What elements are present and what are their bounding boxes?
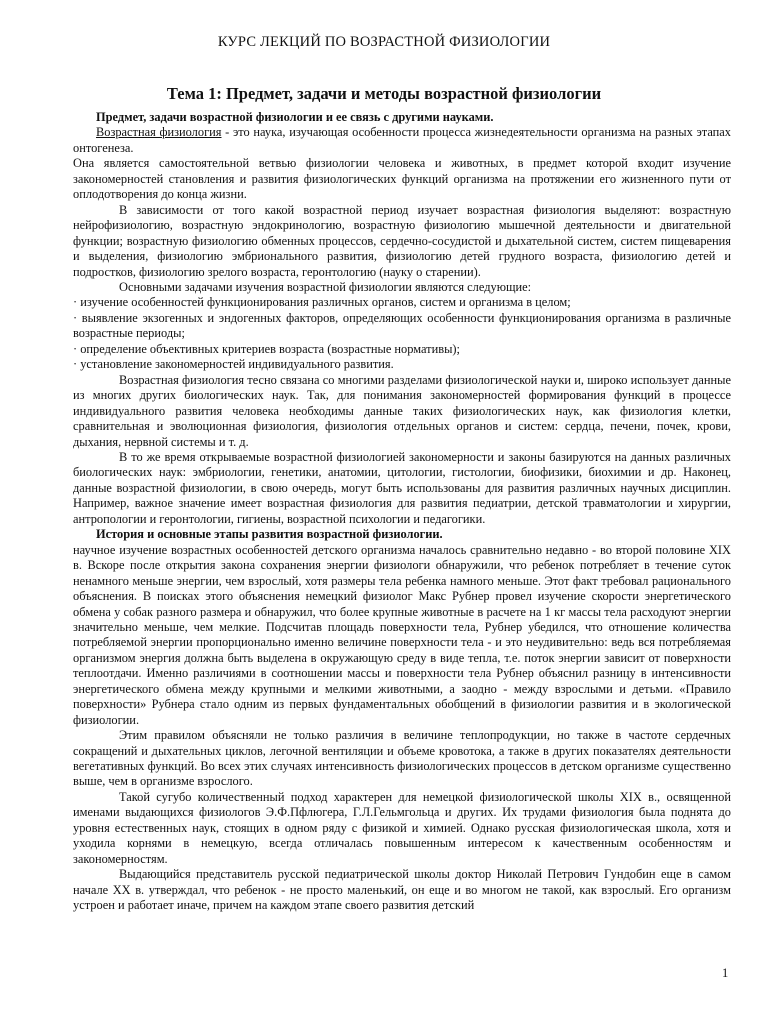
task-list-item: · выявление экзогенных и эндогенных факторов, определяющих особенности функционирования организма в различные возрастные периоды; xyxy=(73,310,731,341)
section-heading-subject: Предмет, задачи возрастной физиологии и ее связь с другими науками. xyxy=(96,110,494,124)
paragraph: Возрастная физиология тесно связана со многими разделами физиологической науки и, широко использует данные из многих других биологических наук. Так, для понимания закономерностей формирования функций в процессе индивидуального развития человека необходимы данные таких физиологических наук, как физиология клетки, сравнительная и эволюционная физиология, физиология отдельных органов и систем: сердца, печени, почек, крови, дыхания, нервной системы и т. д. xyxy=(73,372,731,449)
task-list-item: · установление закономерностей индивидуального развития. xyxy=(73,357,394,372)
paragraph: Она является самостоятельной ветвью физиологии человека и животных, в предмет которой входит изучение закономерностей становления и развития физиологических функций организма на протяжении его жизненного пути от оплодотворения до конца жизни. xyxy=(73,156,731,202)
task-list-item: · изучение особенностей функционирования различных органов, систем и организма в целом; xyxy=(73,295,571,310)
document-body xyxy=(73,110,731,914)
paragraph: Выдающийся представитель русской педиатрической школы доктор Николай Петрович Гундобин еще в самом начале XX в. утверждал, что ребенок - не просто маленький, он еще и во многом не такой, как взрослый. Его организм устроен и работает иначе, причем на каждом этапе своего развития детский xyxy=(73,867,731,913)
tasks-intro: Основными задачами изучения возрастной физиологии являются следующие: xyxy=(119,279,532,294)
course-title: КУРС ЛЕКЦИЙ ПО ВОЗРАСТНОЙ ФИЗИОЛОГИИ xyxy=(217,34,551,50)
paragraph: Этим правилом объясняли не только различия в величине теплопродукции, но также в частоте сердечных сокращений и дыхательных циклов, легочной вентиляции и объеме кровотока, а также в других показателях деятельности вегетативных функций. Во всех этих случаях интенсивность физиологических процессов в детском организме существенно выше, чем в организме взрослого. xyxy=(73,728,731,789)
paragraph: В то же время открываемые возрастной физиологией закономерности и законы базируются на данных различных биологических наук: эмбриологии, генетики, анатомии, цитологии, гистологии, биофизики, биохимии и др. Наконец, данные возрастной физиологии, в свою очередь, могут быть использованы для развития различных научных дисциплин. Например, важное значение имеет возрастная физиология для развития педиатрии, детской травматологии и хирургии, антропологии и геронтологии, гигиены, возрастной психологии и педагогики. xyxy=(73,449,731,526)
topic-title: Тема 1: Предмет, задачи и методы возрастной физиологии xyxy=(166,84,602,103)
paragraph: Такой сугубо количественный подход характерен для немецкой физиологической школы XIX в., освященной именами выдающихся физиологов Э.Ф.Пфлюгера, Г.Л.Гельмгольца и других. Их трудами физиология была поднята до уровня естественных наук, стоящих в одном ряду с физикой и химией. Однако русская физиологическая школа, хотя и уходила корнями в немецкую, всегда отличалась повышенным интересом к качественным особенностям и закономерностям. xyxy=(73,789,731,866)
task-list-item: · определение объективных критериев возраста (возрастные нормативы); xyxy=(73,341,460,356)
section-heading-history: История и основные этапы развития возрастной физиологии. xyxy=(96,527,443,542)
page-number: 1 xyxy=(722,966,729,980)
definition-term: Возрастная физиология xyxy=(96,125,222,140)
definition-paragraph xyxy=(73,125,731,156)
paragraph: В зависимости от того какой возрастной период изучает возрастная физиология выделяют: возрастную нейрофизиологию, возрастную эндокринологию, возрастную физиологию мышечной деятельности и двигательной функции; возрастную физиологию обменных процессов, сердечно-сосудистой и дыхательной систем, систем пищеварения и выделения, физиологию эмбрионального развития, физиологию детей грудного возраста, физиологию детей и подростков, физиологию зрелого возраста, геронтологию (науку о старении). xyxy=(73,202,731,279)
paragraph: научное изучение возрастных особенностей детского организма началось сравнительно недавно - во второй половине XIX в. Вскоре после открытия закона сохранения энергии физиологи обнаружили, что ребенок потребляет в течение суток ненамного меньше энергии, чем взрослый, хотя размеры тела ребенка намного меньше. Этот факт требовал рационального объяснения. В поисках этого объяснения немецкий физиолог Макс Рубнер провел изучение скорости энергетического обмена у собак разного размера и обнаружил, что более крупные животные в расчете на 1 кг массы тела расходуют энергии значительно меньше, чем мелкие. Подсчитав площадь поверхности тела, Рубнер убедился, что отношение количества потребляемой энергии пропорционально именно величине поверхности тела - и это неудивительно: ведь вся потребляемая организмом энергия должна быть выделена в окружающую среду в виде тепла, т.е. поток энергии зависит от поверхности теплоотдачи. Именно различиями в соотношении массы и поверхности тела Рубнер объяснил разницу в интенсивности энергетического обмена между крупными и мелкими животными, а заодно - между взрослыми и детьми. «Правило поверхности» Рубнера стало одним из первых фундаментальных обобщений в физиологии развития и в экологической физиологии. xyxy=(73,542,731,727)
definition-text: - это наука, изучающая особенности процесса жизнедеятельности организма на разных этапах онтогенеза. xyxy=(73,125,731,155)
